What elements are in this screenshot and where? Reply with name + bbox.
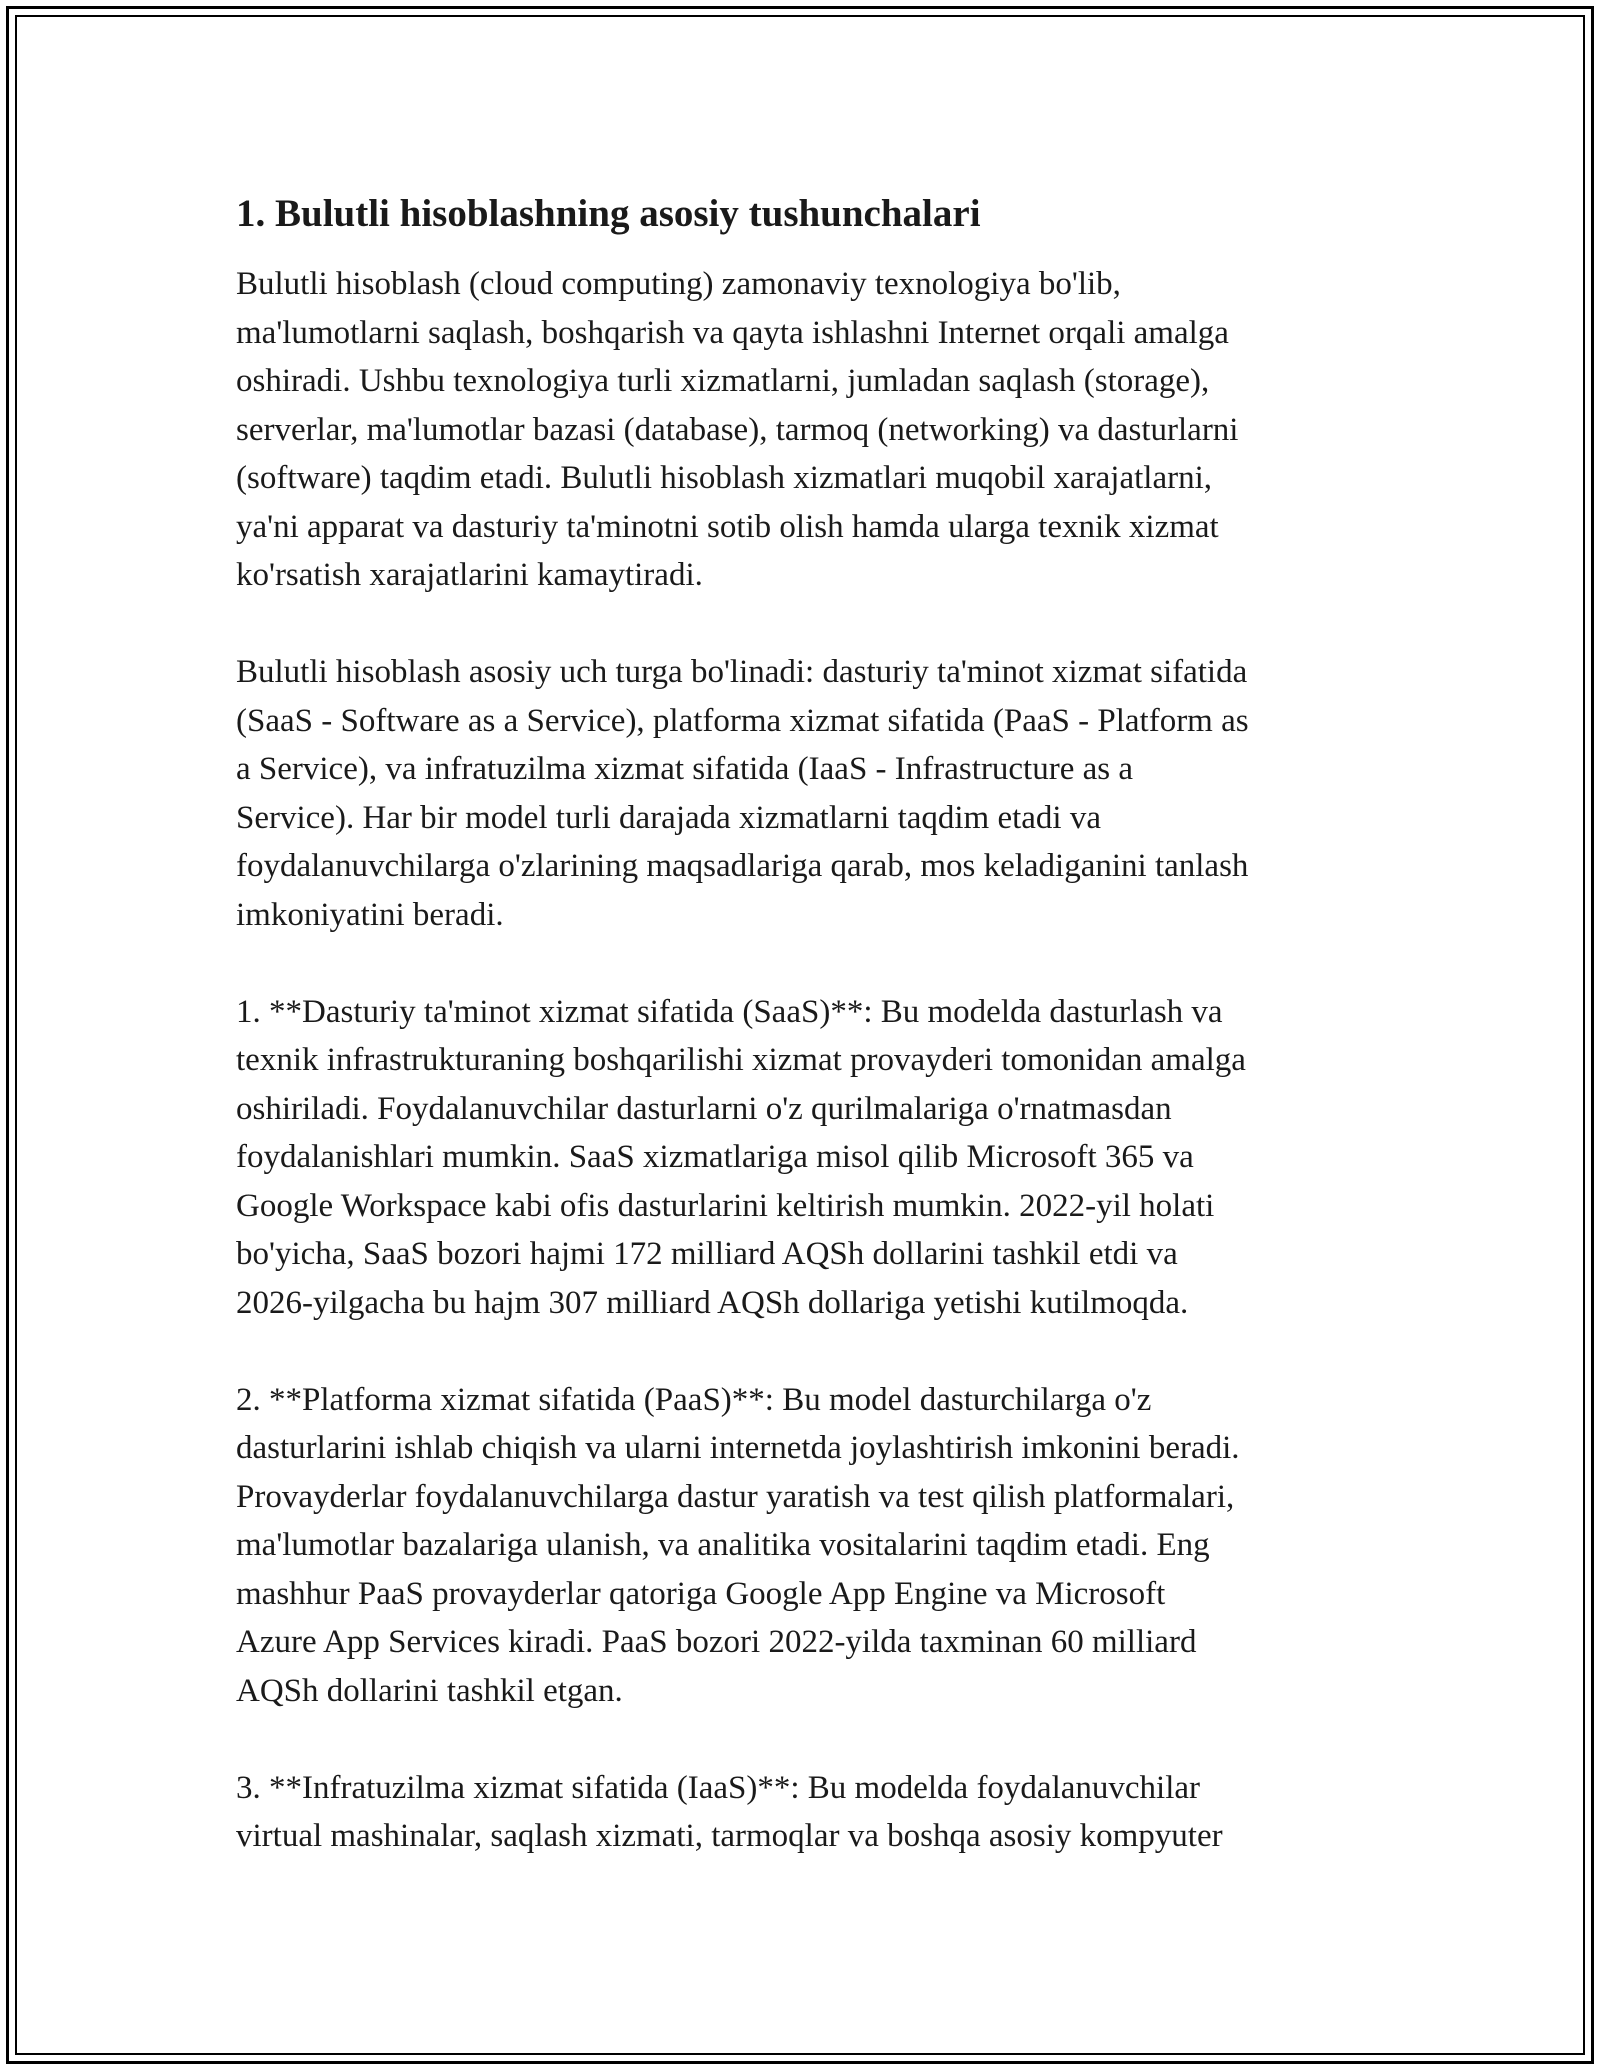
document-body [236, 186, 1376, 1909]
paragraph-iaas: 3. **Infratuzilma xizmat sifatida (IaaS)**: Bu modelda foydalanuvchilar virtual mashinalar, saqlash xizmati, tarmoqlar va boshqa asosiy kompyuter [236, 1769, 1223, 1854]
paragraph-saas: 1. **Dasturiy ta'minot xizmat sifatida (SaaS)**: Bu modelda dasturlash va texnik infrastrukturaning boshqarilishi xizmat provayderi tomonidan amalga oshiriladi. Foydalanuvchilar dasturlarni o'z qurilmalariga o'rnatmasdan foydalanishlari mumkin. SaaS xizmatlariga misol qilib Microsoft 365 va Google Workspace kabi ofis dasturlarini keltirish mumkin. 2022-yil holati bo'yicha, SaaS bozori hajmi 172 milliard AQSh dollarini tashkil etdi va 2026-yilgacha bu hajm 307 milliard AQSh dollariga yetishi kutilmoqda. [236, 993, 1246, 1321]
paragraph-paas: 2. **Platforma xizmat sifatida (PaaS)**: Bu model dasturchilarga o'z dasturlarini ishlab chiqish va ularni internetda joylashtirish imkonini beradi. Provayderlar foydalanuvchilarga dastur yaratish va test qilish platformalari, ma'lumotlar bazalariga ulanish, va analitika vositalarini taqdim etadi. Eng mashhur PaaS provayderlar qatoriga Google App Engine va Microsoft Azure App Services kiradi. PaaS bozori 2022-yilda taxminan 60 milliard AQSh dollarini tashkil etgan. [236, 1381, 1240, 1709]
paragraph-intro: Bulutli hisoblash (cloud computing) zamonaviy texnologiya bo'lib, ma'lumotlarni saqlash, boshqarish va qayta ishlashni Internet orqali amalga oshiradi. Ushbu texnologiya turli xizmatlarni, jumladan saqlash (storage), serverlar, ma'lumotlar bazasi (database), tarmoq (networking) va dasturlarni (software) taqdim etadi. Bulutli hisoblash xizmatlari muqobil xarajatlarni, ya'ni apparat va dasturiy ta'minotni sotib olish hamda ularga texnik xizmat ko'rsatish xarajatlarini kamaytiradi. [236, 266, 1239, 593]
section-heading: 1. Bulutli hisoblashning asosiy tushunchalari [236, 192, 981, 235]
paragraph-types: Bulutli hisoblash asosiy uch turga bo'linadi: dasturiy ta'minot xizmat sifatida (SaaS - Software as a Service), platforma xizmat sifatida (PaaS - Platform as a Service), va infratuzilma xizmat sifatida (IaaS - Infrastructure as a Service). Har bir model turli darajada xizmatlarni taqdim etadi va foydalanuvchilarga o'zlarining maqsadlariga qarab, mos keladiganini tanlash imkoniyatini beradi. [236, 654, 1249, 933]
